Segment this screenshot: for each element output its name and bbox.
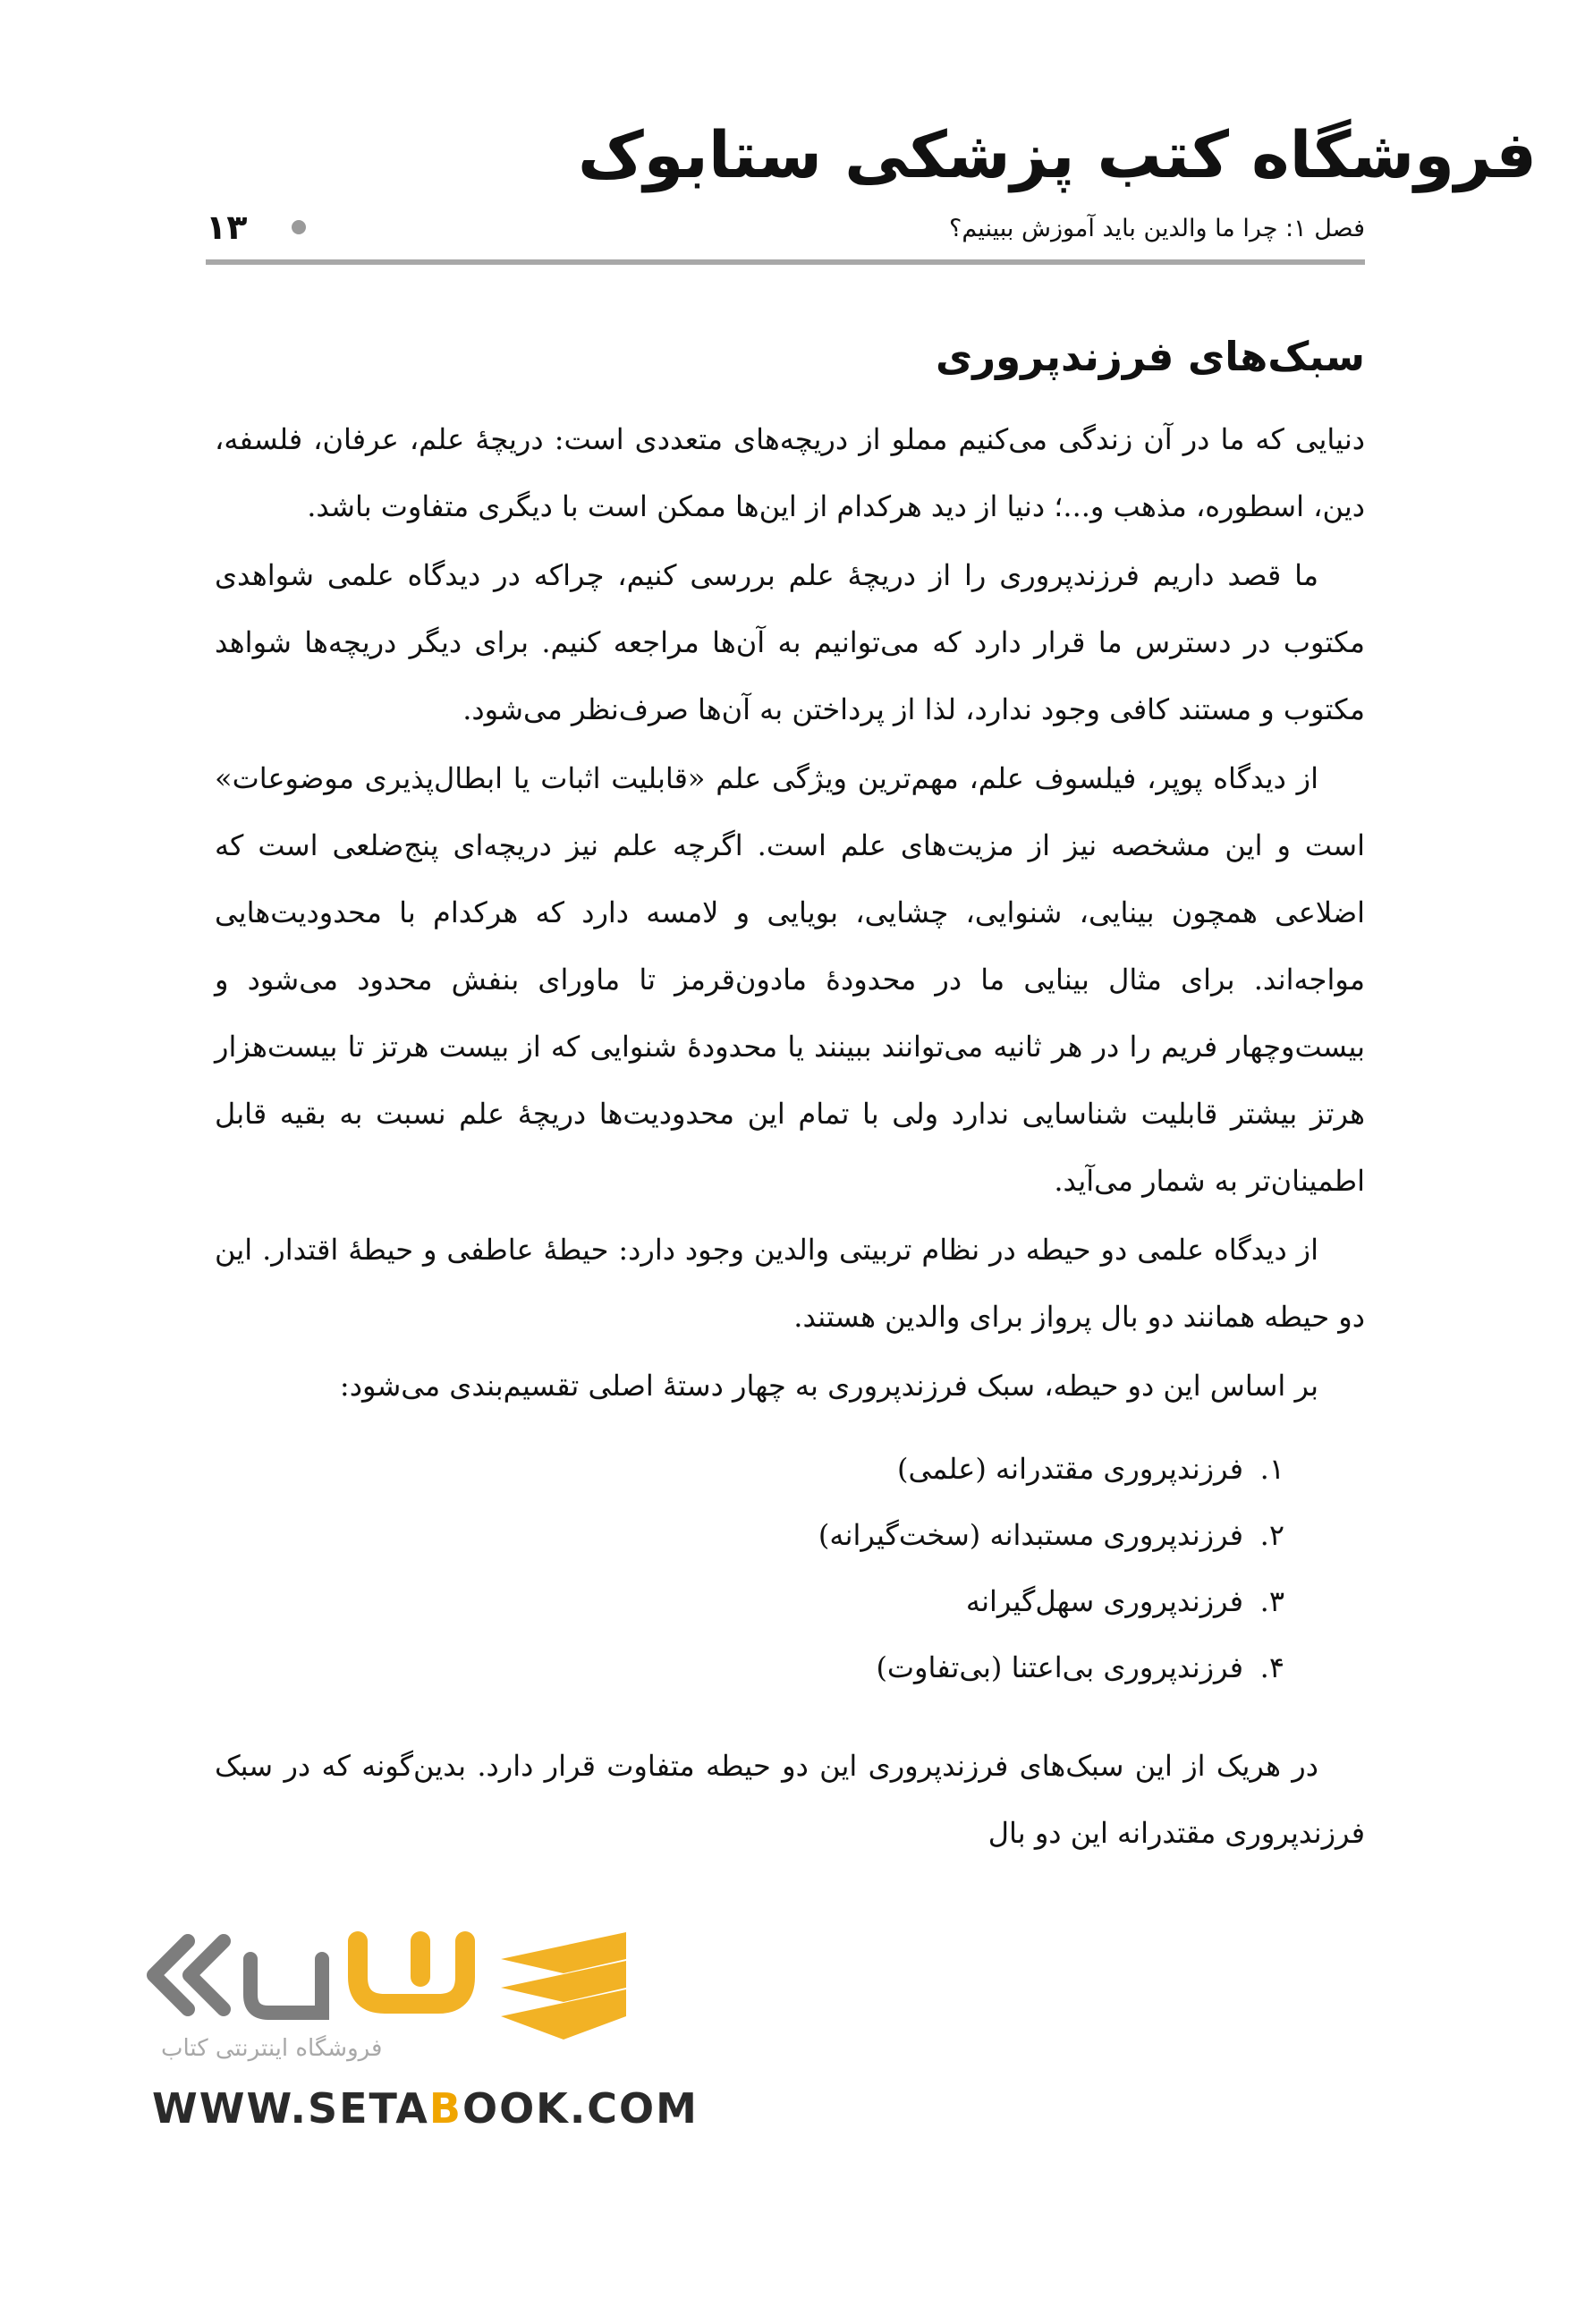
list-item-number: ۴. [1259,1650,1284,1684]
list-item-number: ۲. [1259,1518,1284,1552]
list-item-text: فرزندپروری سهل‌گیرانه [965,1584,1243,1618]
list-item-number: ۱. [1259,1452,1284,1486]
bullet-dot-icon [292,220,306,234]
list-item [215,1502,1284,1568]
paragraph: ما قصد داریم فرزندپروری را از دریچهٔ علم بررسی کنیم، چراکه در دیدگاه علمی شواهدی مکتوب در دسترس ما قرار دارد که می‌توانیم به آن‌ها مراجعه کنیم. برای دیگر دریچه‌ها شواهد مکتوب و مستند کافی وجود ندارد، لذا از پرداختن به آن‌ها صرف‌نظر می‌شود. [215,558,1365,726]
running-head [206,202,1365,256]
paragraph: از دیدگاه پوپر، فیلسوف علم، مهم‌ترین ویژگی علم «قابلیت اثبات یا ابطال‌پذیری موضوعات» است و این مشخصه نیز از مزیت‌های علم است. اگرچه علم نیز دریچه‌ای پنج‌ضلعی است که اضلاعی همچون بینایی، شنوایی، چشایی، بویایی و لامسه دارد که هرکدام با محدودیت‌هایی مواجه‌اند. برای مثال بینایی ما در محدودهٔ مادون‌قرمز تا ماورای بنفش محدود می‌شود و بیست‌وچهار فریم را در هر ثانیه می‌توانند ببینند یا محدودهٔ شنوایی که از بیست هرتز تا بیست‌هزار هرتز بیشتر قابلیت شناسایی ندارد ولی با تمام این محدودیت‌ها دریچهٔ علم نسبت به بقیه قابل اطمینان‌تر به شمار می‌آید. [215,761,1366,1198]
list-item [215,1634,1284,1701]
list-item [215,1436,1284,1502]
url-accent: B [428,2084,462,2133]
setabook-watermark [125,1923,699,2156]
watermark-url [152,2084,699,2133]
watermark-tagline: فروشگاه اینترنتی کتاب [161,2035,383,2062]
url-suffix: OOK.COM [462,2084,699,2133]
chapter-title: فصل ۱: چرا ما والدین باید آموزش ببینیم؟ [949,215,1365,242]
header-divider [206,259,1365,265]
paragraph: بر اساس این دو حیطه، سبک فرزندپروری به چهار دستهٔ اصلی تقسیم‌بندی می‌شود: [339,1369,1318,1403]
url-prefix: WWW.SETA [152,2084,429,2133]
list-item-text: فرزندپروری بی‌اعتنا (بی‌تفاوت) [876,1650,1243,1684]
section-heading: سبک‌های فرزندپروری [936,333,1365,380]
store-title: فروشگاه کتب پزشکی ستابوک [577,117,1537,192]
list-item-number: ۳. [1259,1584,1284,1618]
list-item [215,1568,1284,1634]
list-item-text: فرزندپروری مقتدرانه (علمی) [897,1452,1243,1486]
list-item-text: فرزندپروری مستبدانه (سخت‌گیرانه) [818,1518,1243,1552]
closing-paragraph: در هریک از این سبک‌های فرزندپروری این دو حیطه متفاوت قرار دارد. بدین‌گونه که در سبک فرزندپروری مقتدرانه این دو بال [215,1749,1365,1850]
parenting-styles-list [215,1436,1365,1701]
page-number: ۱۳ [206,208,248,247]
paragraph: از دیدگاه علمی دو حیطه در نظام تربیتی والدین وجود دارد: حیطهٔ عاطفی و حیطهٔ اقتدار. این دو حیطه همانند دو بال پرواز برای والدین هستند. [215,1233,1365,1334]
paragraph: دنیایی که ما در آن زندگی می‌کنیم مملو از دریچه‌های متعددی است: دریچهٔ علم، عرفان، فلسفه، دین، اسطوره، مذهب و...؛ دنیا از دید هرکدام از این‌ها ممکن است با دیگری متفاوت باشد. [215,422,1365,523]
page-body [215,313,1365,1869]
